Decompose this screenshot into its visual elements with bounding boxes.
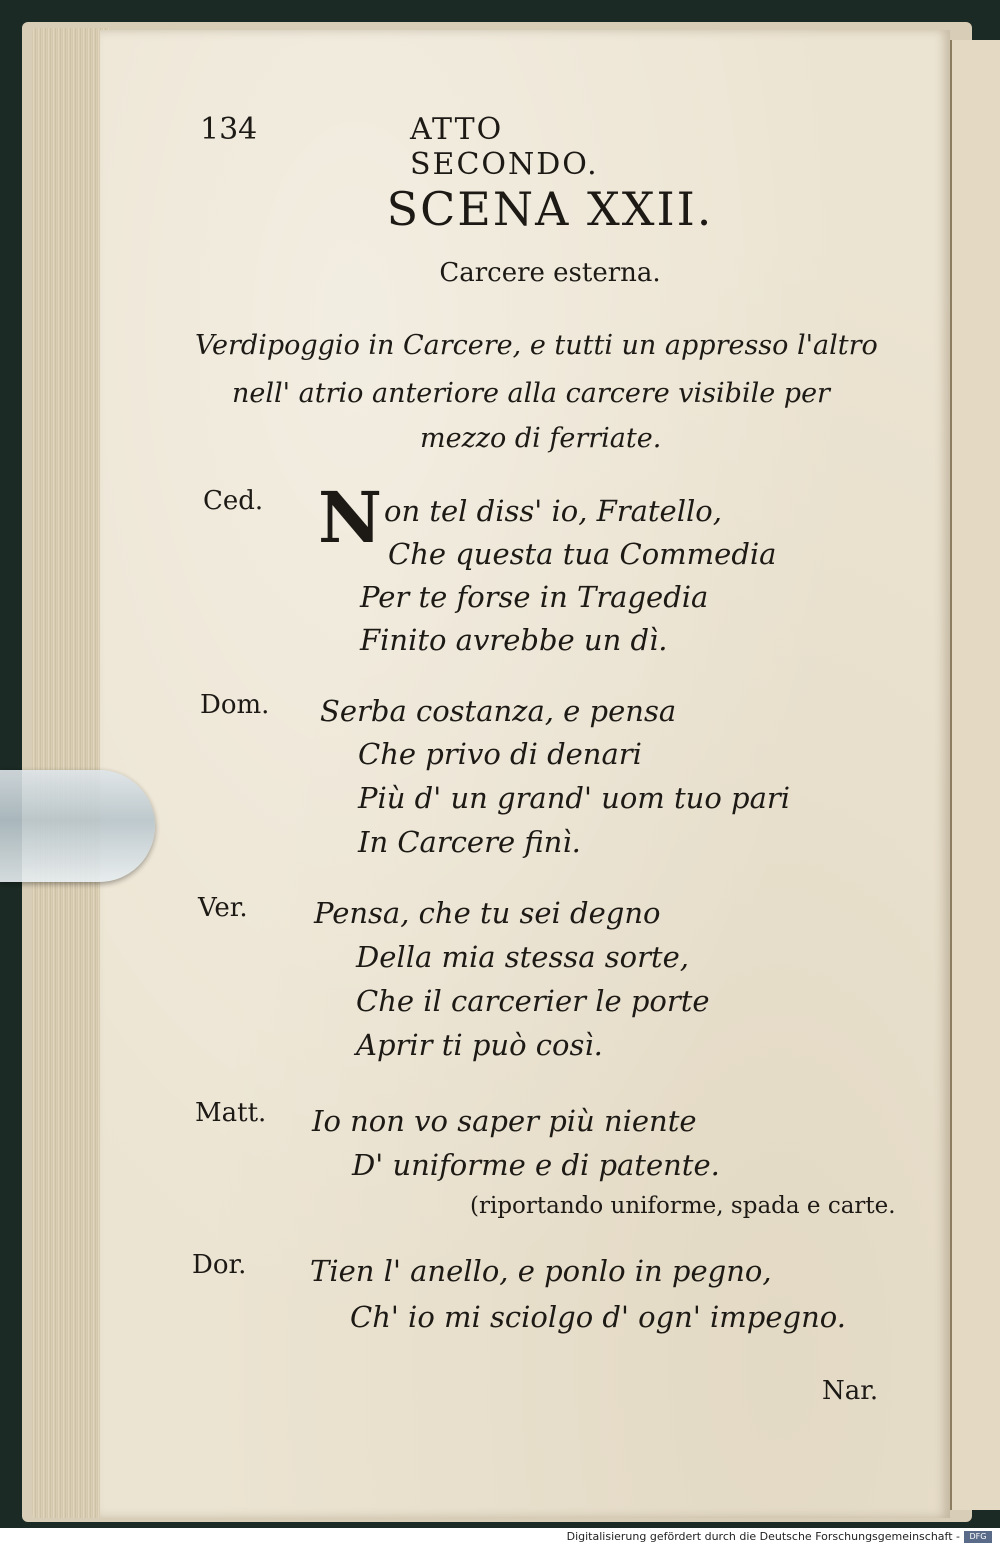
speaker-label: Matt. [195,1098,267,1128]
verse-line: Che il carcerier le porte [356,984,710,1018]
drop-capital: N [318,476,382,559]
verse-line: on tel diss' io, Fratello, [384,494,722,528]
footer-credit: Digitalisierung gefördert durch die Deutsche Forschungsgemeinschaft - [566,1530,960,1543]
verse-line: Più d' un grand' uom tuo pari [358,781,791,815]
page-clip [0,770,155,882]
running-title: ATTO SECONDO. [410,112,599,182]
catchword: Nar. [822,1376,879,1406]
stage-aside: (riportando uniforme, spada e carte. [470,1193,896,1219]
dfg-logo: DFG [964,1531,992,1543]
verse-line: Pensa, che tu sei degno [314,896,661,930]
verse-line: D' uniforme e di patente. [352,1148,720,1182]
footer-bar [0,1528,1000,1547]
verse-line: Serba costanza, e pensa [320,694,677,728]
speaker-label: Dor. [192,1250,247,1280]
speaker-label: Ver. [198,893,248,923]
book-page [100,30,950,1518]
verse-line: Che questa tua Commedia [388,537,777,571]
verse-line: Finito avrebbe un dì. [360,623,668,657]
speaker-label: Ced. [203,486,264,516]
stage-direction-line: nell' atrio anteriore alla carcere visibile per [232,378,830,409]
verse-line: Ch' io mi sciolgo d' ogn' impegno. [350,1300,846,1334]
facing-page-edge [950,40,1000,1510]
stage-direction-line: mezzo di ferriate. [420,423,662,454]
verse-line: Io non vo saper più niente [312,1104,697,1138]
speaker-label: Dom. [200,690,270,720]
scene-title: SCENA XXII. [386,182,714,236]
verse-line: Della mia stessa sorte, [356,940,689,974]
scene-setting: Carcere esterna. [439,258,661,288]
verse-line: Per te forse in Tragedia [360,580,709,614]
stage-direction-line: Verdipoggio in Carcere, e tutti un appresso l'altro [195,330,878,361]
page-number: 134 [200,112,258,147]
verse-line: In Carcere finì. [358,825,581,859]
verse-line: Che privo di denari [358,737,642,771]
page-header [200,112,700,182]
verse-line: Aprir ti può così. [356,1028,603,1062]
verse-line: Tien l' anello, e ponlo in pegno, [310,1254,772,1288]
